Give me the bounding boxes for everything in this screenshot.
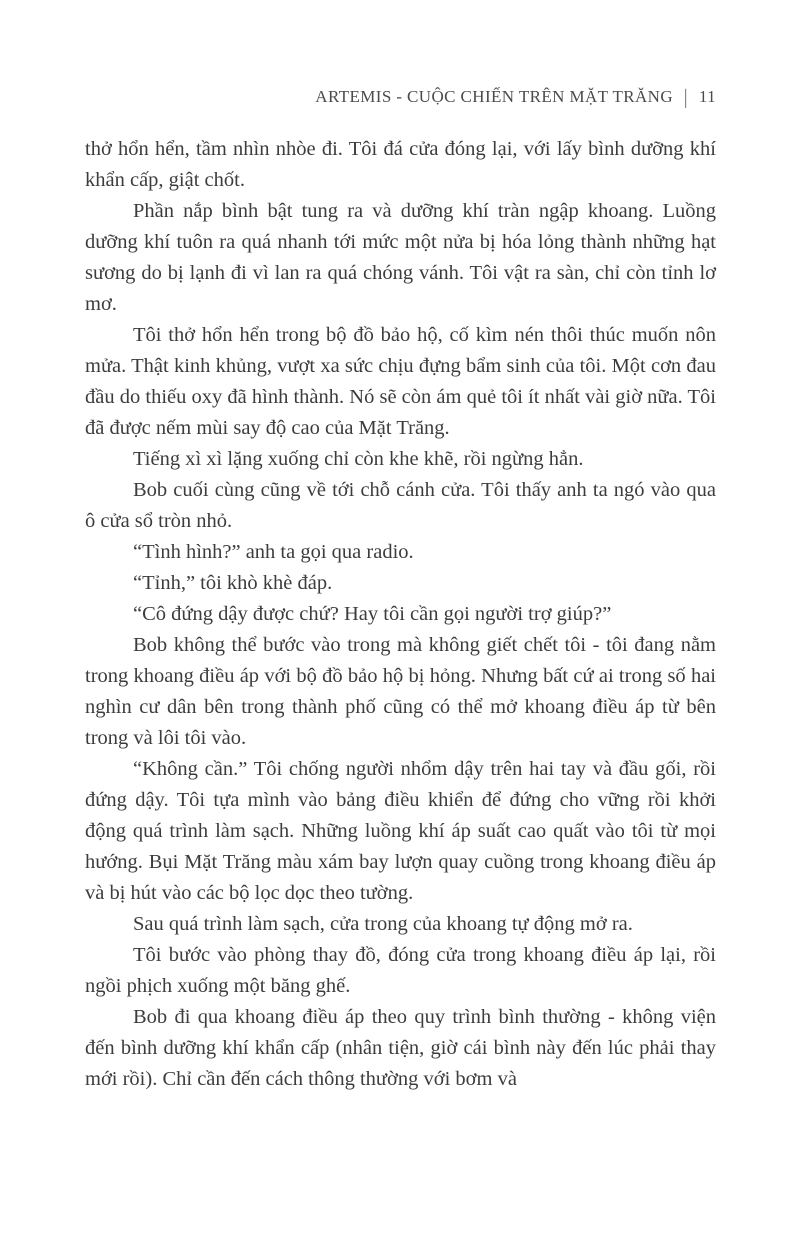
- paragraph: “Không cần.” Tôi chống người nhổm dậy trên hai tay và đầu gối, rồi đứng dậy. Tôi tựa mình vào bảng điều khiển để đứng cho vững rồi khởi động quá trình làm sạch. Những luồng khí áp suất cao quất vào tôi từ mọi hướng. Bụi Mặt Trăng màu xám bay lượn quay cuồng trong khoang điều áp và bị hút vào các bộ lọc dọc theo tường.: [85, 758, 716, 904]
- header-separator: |: [684, 84, 688, 109]
- page-number: 11: [698, 87, 716, 106]
- paragraph: Bob cuối cùng cũng về tới chỗ cánh cửa. Tôi thấy anh ta ngó vào qua ô cửa sổ tròn nhỏ.: [85, 479, 716, 532]
- paragraph: “Tỉnh,” tôi khò khè đáp.: [133, 572, 333, 594]
- running-header: [85, 86, 716, 108]
- paragraph: Phần nắp bình bật tung ra và dưỡng khí tràn ngập khoang. Luồng dưỡng khí tuôn ra quá nhanh tới mức một nửa bị hóa lỏng thành những hạt sương do bị lạnh đi vì lan ra quá chóng vánh. Tôi vật ra sàn, chỉ còn tỉnh lơ mơ.: [85, 200, 716, 315]
- paragraph: “Tình hình?” anh ta gọi qua radio.: [133, 541, 414, 563]
- body-text: [85, 134, 716, 1095]
- paragraph: Sau quá trình làm sạch, cửa trong của khoang tự động mở ra.: [133, 913, 633, 935]
- paragraph: “Cô đứng dậy được chứ? Hay tôi cần gọi người trợ giúp?”: [133, 603, 612, 625]
- paragraph: Tôi bước vào phòng thay đồ, đóng cửa trong khoang điều áp lại, rồi ngồi phịch xuống một băng ghế.: [85, 944, 716, 997]
- paragraph: Tiếng xì xì lặng xuống chỉ còn khe khẽ, rồi ngừng hẳn.: [133, 448, 584, 470]
- paragraph: Bob đi qua khoang điều áp theo quy trình bình thường - không viện đến bình dưỡng khí khẩn cấp (nhân tiện, giờ cái bình này đến lúc phải thay mới rồi). Chỉ cần đến cách thông thường với bơm và: [85, 1006, 716, 1090]
- paragraph: thở hổn hển, tầm nhìn nhòe đi. Tôi đá cửa đóng lại, với lấy bình dưỡng khí khẩn cấp, giật chốt.: [85, 138, 716, 191]
- paragraph: Tôi thở hổn hển trong bộ đồ bảo hộ, cố kìm nén thôi thúc muốn nôn mửa. Thật kinh khủng, vượt xa sức chịu đựng bẩm sinh của tôi. Một cơn đau đầu do thiếu oxy đã hình thành. Nó sẽ còn ám quẻ tôi ít nhất vài giờ nữa. Tôi đã được nếm mùi say độ cao của Mặt Trăng.: [85, 324, 716, 439]
- paragraph: Bob không thể bước vào trong mà không giết chết tôi - tôi đang nằm trong khoang điều áp với bộ đồ bảo hộ bị hỏng. Nhưng bất cứ ai trong số hai nghìn cư dân bên trong thành phố cũng có thể mở khoang điều áp từ bên trong và lôi tôi vào.: [85, 634, 716, 749]
- book-title: ARTEMIS - CUỘC CHIẾN TRÊN MẶT TRĂNG: [315, 87, 674, 106]
